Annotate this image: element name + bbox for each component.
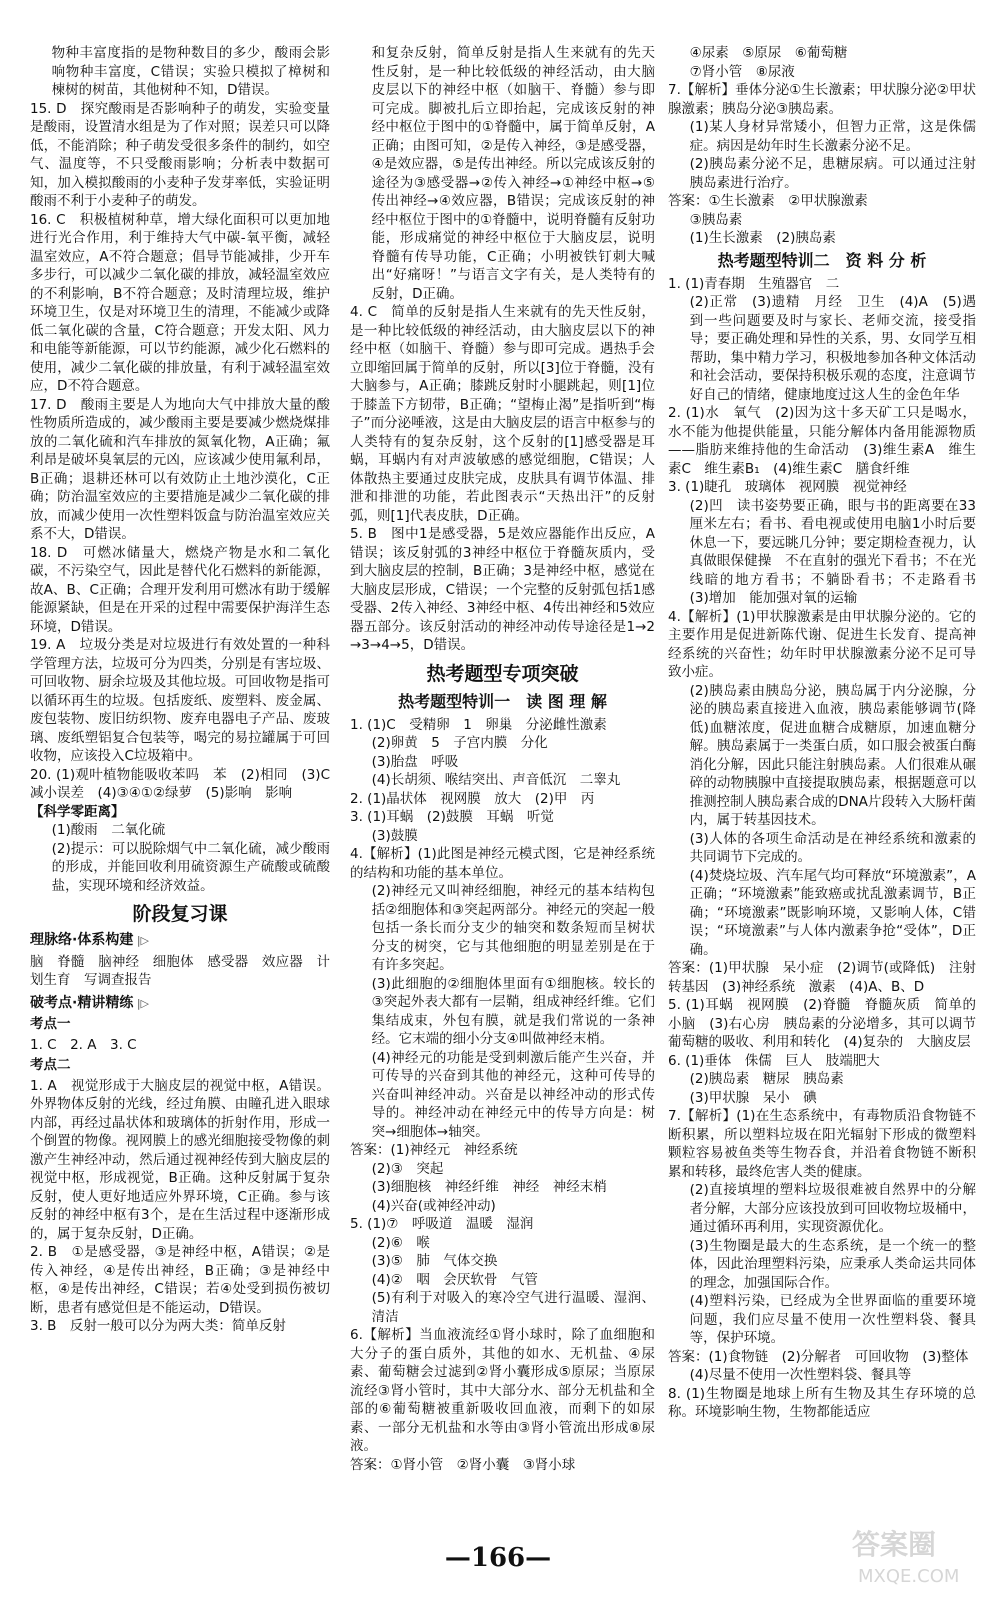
watermark-logo bbox=[848, 1520, 978, 1590]
answer-paragraph: (3)⑤ 肺 气体交换 bbox=[371, 1253, 498, 1269]
answer-paragraph: 19. A 垃圾分类是对垃圾进行有效处置的一种科学管理方法，垃圾可分为四类，分别是有害垃圾、可回收物、厨余垃圾及其他垃圾。可回收物是指可以循环再生的垃圾。包括废纸、废塑料、废金属、废包装物、废旧纺织物、废弃电器电子产品、废玻璃、废纸塑铝复合包装等，喝完的易拉罐属于可回收物，应该投入C垃圾箱中。 bbox=[30, 637, 330, 764]
answer-paragraph: 答案：(1)甲状腺 呆小症 (2)调节(或降低) 注射 转基因 (3)神经系统 激素 (4)A、B、D bbox=[668, 960, 990, 995]
band-key-points-label: 破考点·精讲精练 bbox=[30, 994, 134, 1011]
answer-paragraph: 答案：(1)神经元 神经系统 bbox=[350, 1142, 518, 1158]
answer-paragraph: 1. (1)C 受精卵 1 卵巢 分泌雌性激素 bbox=[350, 716, 607, 733]
answer-paragraph: (4)长胡须、喉结突出、声音低沉 二睾丸 bbox=[371, 772, 621, 788]
answer-paragraph: (1)生长激素 (2)胰岛素 bbox=[689, 230, 836, 246]
answer-paragraph: 15. D 探究酸雨是否影响种子的萌发，实验变量是酸雨，设置清水组是为了作对照；误差只可以降低，不能消除；种子萌发受很多条件的制约，如空气、温度等，不只受酸雨影响；分析表中数据可知，加入模拟酸雨的小麦种子发芽率低，实验证明酸雨不利于小麦种子的萌发。 bbox=[30, 100, 330, 209]
answer-paragraph: 6. (1)垂体 侏儒 巨人 肢端肥大 bbox=[668, 1052, 880, 1069]
column-left bbox=[30, 44, 344, 1336]
answer-paragraph: (3)人体的各项生命活动是在神经系统和激素的共同调节下完成的。 bbox=[689, 830, 976, 865]
answer-paragraph: (2)胰岛素由胰岛分泌，胰岛属于内分泌腺，分泌的胰岛素直接进入血液，胰岛素能够调节(降低)血糖浓度，促进血糖合成糖原，加速血糖分解。胰岛素属于一类蛋白质，如口服会被蛋白酶消化分解，因此只能注射胰岛素。人们很难从碾碎的动物胰腺中直接提取胰岛素，根据题意可以推测控制人胰岛素合成的DNA片段转入大肠杆菌内，属于转基因技术。 bbox=[689, 682, 976, 828]
answer-paragraph: (3)鼓膜 bbox=[371, 827, 418, 844]
column-middle bbox=[350, 44, 655, 1474]
answer-paragraph: 7.【解析】垂体分泌①生长激素；甲状腺分泌②甲状腺激素；胰岛分泌③胰岛素。 bbox=[668, 82, 976, 117]
band-key-points bbox=[30, 994, 330, 1014]
answer-paragraph: 5. (1)⑦ 呼吸道 温暖 湿润 bbox=[350, 1216, 534, 1232]
answer-paragraph: 和复杂反射，简单反射是指人生来就有的先天性反射，是一种比较低级的神经活动，由大脑皮层以下的神经中枢（如脑干、脊髓）参与即可完成。脚被扎后立即抬起，完成该反射的神经中枢位于图中的①脊髓中，属于简单反射，A正确；由图可知，②是传入神经，③是感受器，④是效应器，⑤是传出神经。所以完成该反射的途径为③感受器→②传入神经→①神经中枢→⑤传出神经→④效应器，B错误；完成该反射的神经中枢位于图中的①脊髓中，说明脊髓有反射功能，形成痛觉的神经中枢位于大脑皮层，说明脊髓有传导功能，C正确；小明被铁钉刺大喊出“好痛呀！”与语言文字有关，是人类特有的反射，D正确。 bbox=[371, 45, 655, 302]
answer-paragraph: 4.【解析】(1)甲状腺激素是由甲状腺分泌的。它的主要作用是促进新陈代谢、促进生长发育、提高神经系统的兴奋性；幼年时甲状腺激素分泌不足可导致小症。 bbox=[668, 608, 976, 680]
answer-paragraph: 答案：①生长激素 ②甲状腺激素 bbox=[668, 193, 868, 209]
section-subtitle-data-analysis: 热考题型特训二 资 料 分 析 bbox=[717, 250, 927, 270]
answer-paragraph: (3)甲状腺 呆小 碘 bbox=[689, 1089, 817, 1106]
answer-paragraph: (4)尽量不使用一次性塑料袋、餐具等 bbox=[689, 1367, 912, 1383]
answer-paragraph: (2)正常 (3)遗精 月经 卫生 (4)A (5)遇到一些问题要及时与家长、老师交流，接受指导；要正确处理和异性的关系，男、女同学互相帮助，集中精力学习，积极地参加各种文体活动和社会活动，要保持积极乐观的态度，注意调节好自己的情绪，健康地度过这人生的金色年华 bbox=[689, 294, 976, 403]
key-point-2: 考点二 bbox=[30, 1057, 71, 1073]
svg-text:MXQE.COM: MXQE.COM bbox=[858, 1566, 960, 1587]
answer-paragraph: 3. (1)耳蜗 (2)鼓膜 耳蜗 听觉 bbox=[350, 809, 554, 825]
band-structure bbox=[30, 931, 330, 951]
answer-paragraph: (2)神经元又叫神经细胞，神经元的基本结构包括②细胞体和③突起两部分。神经元的突起一般包括一条长而分支少的轴突和数条短而呈树状分支的树突，它与其他细胞的明显差别是在于有许多突起。 bbox=[371, 883, 655, 973]
answer-block bbox=[350, 44, 655, 655]
answer-paragraph: 5. (1)耳蜗 视网膜 (2)脊髓 脊髓灰质 简单的 小脑 (3)右心房 胰岛素的分泌增多，其可以调节葡萄糖的吸收、利用和转化 (4)复杂的 大脑皮层 bbox=[668, 997, 990, 1050]
key-point-1: 考点一 bbox=[30, 1016, 71, 1032]
answer-block bbox=[30, 1077, 330, 1336]
answer-paragraph: (2)⑥ 喉 bbox=[371, 1234, 430, 1251]
structure-answers: 脑 脊髓 脑神经 细胞体 感受器 效应器 计划生育 写调查报告 bbox=[30, 953, 330, 988]
answer-paragraph: (2)胰岛素分泌不足，患糖尿病。可以通过注射胰岛素进行治疗。 bbox=[689, 156, 976, 191]
answer-block bbox=[668, 44, 976, 248]
answer-paragraph: 4. C 简单的反射是指人生来就有的先天性反射，是一种比较低级的神经活动，由大脑皮层以下的神经中枢（如脑干、脊髓）参与即可完成。遇热手会立即缩回属于简单的反射，所以[3]位于脊髓，没有大脑参与，A正确；膝跳反射时小腿跳起，则[1]位于膝盖下方韧带，B正确；“望梅止渴”是指听到“梅子”而分泌唾液，这是由大脑皮层的语言中枢参与的人类特有的复杂反射，这个反射的[1]感受器是耳蜗，耳蜗内有对声波敏感的感觉细胞，C错误；人体散热主要通过皮肤完成，皮肤具有调节体温、排泄和排泄的功能，若此图表示“天热出汗”的反射弧，则[1]代表皮肤，D正确。 bbox=[350, 304, 655, 524]
answer-paragraph: ⑦肾小管 ⑧尿液 bbox=[689, 63, 795, 80]
answer-paragraph: 16. C 积极植树种草，增大绿化面积可以更加地进行光合作用，利于维持大气中碳-氧平衡，减轻温室效应，A不符合题意；倡导节能减排，少开车多步行，可以减少二氧化碳的排放，减轻温室效应的不利影响，B不符合题意；及时清理垃圾，维护环境卫生，仅是对环境卫生的清理，不能减少或降低二氧化碳的含量，C符合题意；开发太阳、风力和电能等新能源，可以节约能源，减少化石燃料的使用，减少二氧化碳的排放量，有利于减轻温室效应，D不符合题意。 bbox=[30, 211, 330, 394]
answer-paragraph: 物种丰富度指的是物种数目的多少，酸雨会影响物种丰富度，C错误；实验只模拟了樟树和楝树的树苗，其他树种不知，D错误。 bbox=[51, 45, 330, 98]
answer-paragraph: (3)胎盘 呼吸 bbox=[371, 753, 459, 770]
key-point-1-answers: 1. C 2. A 3. C bbox=[30, 1036, 137, 1053]
answer-paragraph: (4)神经元的功能是受到刺激后能产生兴奋，并可传导的兴奋到其他的神经元，这种可传导的兴奋叫神经冲动。兴奋是以神经冲动的形式传导的。神经冲动在神经元中的传导方向是：树突→细胞体→轴突。 bbox=[371, 1049, 655, 1140]
answer-paragraph: (2)提示：可以脱除烟气中二氧化硫，减少酸雨的形成，并能回收利用硫资源生产硫酸或硫酸盐，实现环境和经济效益。 bbox=[51, 840, 330, 894]
answer-paragraph: (3)此细胞的②细胞体里面有①细胞核。较长的③突起外表大都有一层鞘，组成神经纤维。它们集结成束，外包有膜，就是我们常说的一条神经。它末端的细小分支④叫做神经末梢。 bbox=[371, 975, 655, 1047]
answer-paragraph: (4)兴奋(或神经冲动) bbox=[371, 1197, 496, 1214]
answer-paragraph: 4.【解析】(1)此图是神经元模式图，它是神经系统的结构和功能的基本单位。 bbox=[350, 846, 655, 881]
answer-paragraph: ④尿素 ⑤原尿 ⑥葡萄糖 bbox=[689, 45, 848, 61]
answer-paragraph: 【科学零距离】 bbox=[30, 803, 125, 820]
answer-paragraph: 答案：①肾小管 ②肾小囊 ③肾小球 bbox=[350, 1456, 576, 1473]
band-structure-label: 理脉络·体系构建 bbox=[30, 932, 134, 948]
answer-paragraph: (4)② 咽 会厌软骨 气管 bbox=[371, 1271, 538, 1288]
answer-block bbox=[668, 275, 990, 1422]
answer-paragraph: (3)细胞核 神经纤维 神经 神经末梢 bbox=[371, 1179, 607, 1195]
answer-paragraph: (4)焚烧垃圾、汽车尾气均可释放“环境激素”，A正确；“环境激素”能致癌或扰乱激素调节，B正确；“环境激素”既影响环境，又影响人体，C错误；“环境激素”与人体内激素争抢“受体”，D正确。 bbox=[689, 867, 976, 958]
svg-text:答案圈: 答案圈 bbox=[852, 1528, 937, 1561]
answer-paragraph: 3. B 反射一般可以分为两大类：简单反射 bbox=[30, 1318, 286, 1334]
answer-paragraph: 答案：(1)食物链 (2)分解者 可回收物 (3)整体 bbox=[668, 1348, 969, 1365]
answer-paragraph: 1. A 视觉形成于大脑皮层的视觉中枢，A错误。外界物体反射的光线，经过角膜、由瞳孔进入眼球内部，再经过晶状体和玻璃体的折射作用，形成一个倒置的物像。视网膜上的感光细胞接受物像的刺激产生神经冲动，然后通过视神经传到大脑皮层的视觉中枢，形成视觉，B正确。这种反射属于复杂反射，使人更好地适应外界环境，C正确。参与该反射的神经中枢有3个，是在生活过程中逐渐形成的，属于复杂反射，D正确。 bbox=[30, 1077, 330, 1242]
answer-paragraph: (2)凹 读书姿势要正确，眼与书的距离要在33厘米左右；看书、看电视或使用电脑1小时后要休息一下，要远眺几分钟；要定期检查视力，认真做眼保健操 不在直射的强光下看书；不在光线暗的地方看书；不躺卧看书；不走路看书 (3)增加 能加强对氧的运输 bbox=[689, 497, 990, 606]
answer-paragraph: 18. D 可燃冰储量大，燃烧产物是水和二氧化碳，不污染空气，因此是替代化石燃料的新能源，故A、B、C正确；合理开发利用可燃冰有助于缓解能源紧缺，但是在开采的过程中需要保护海洋生态环境，D错误。 bbox=[30, 544, 330, 635]
answer-block bbox=[30, 44, 344, 895]
answer-paragraph: 6.【解析】当血液流经①肾小球时，除了血细胞和大分子的蛋白质外，其他的如水、无机盐、④尿素、葡萄糖会过滤到②肾小囊形成⑤原尿；当原尿流经③肾小管时，其中大部分水、部分无机盐和全部的⑥葡萄糖被重新吸收回血液，而剩下的如尿素、一部分无机盐和水等由③肾小管流出形成⑧尿液。 bbox=[350, 1327, 655, 1454]
section-subtitle-read-diagram: 热考题型特训一 读 图 理 解 bbox=[398, 691, 607, 711]
answer-paragraph: (2)③ 突起 bbox=[371, 1160, 444, 1177]
answer-paragraph: 20. (1)观叶植物能吸收苯吗 苯 (2)相同 (3)C 减小误差 (4)③④①②绿萝 (5)影响 影响 bbox=[30, 766, 344, 801]
answer-paragraph: (4)塑料污染，已经成为全世界面临的重要环境问题，我们应尽量不使用一次性塑料袋、餐具等，保护环境。 bbox=[689, 1293, 976, 1346]
answer-paragraph: 5. B 图中1是感受器，5是效应器能作出反应，A错误；该反射弧的3神经中枢位于脊髓灰质内，受到大脑皮层的控制，B正确；3是神经中枢，感觉在大脑皮层形成，C错误；一个完整的反射弧包括1感受器、2传入神经、3神经中枢、4传出神经和5效应器五部分。该反射活动的神经冲动传导途径是1→2→3→4→5，D错误。 bbox=[350, 526, 655, 653]
answer-paragraph: 8. (1)生物圈是地球上所有生物及其生存环境的总称。环境影响生物，生物都能适应 bbox=[668, 1385, 976, 1420]
answer-paragraph: (3)生物圈是最大的生态系统，是一个统一的整体，因此治理塑料污染，应秉承人类命运共同体的理念，加强国际合作。 bbox=[689, 1237, 976, 1291]
answer-paragraph: 17. D 酸雨主要是人为地向大气中排放大量的酸性物质所造成的，减少酸雨主要是要减少燃烧煤排放的二氧化硫和汽车排放的氮氧化物，A正确；氟利昂是破坏臭氧层的元凶，应该减少使用氟利昂，B正确；退耕还林可以有效防止土地沙漠化，C正确；防治温室效应的主要措施是减少二氧化碳的排放，而减少使用一次性塑料饭盒与防治温室效应关系不大，D错误。 bbox=[30, 396, 330, 542]
band-arrow-icon: |▷ bbox=[133, 934, 149, 947]
answer-paragraph: 7.【解析】(1)在生态系统中，有毒物质沿食物链不断积累，所以塑料垃圾在阳光辐射下形成的微塑料颗粒容易被鱼类等生物吞食，并沿着食物链不断积累和转移，最终危害人类的健康。 bbox=[668, 1108, 976, 1180]
answer-paragraph: 1. (1)青春期 生殖器官 二 bbox=[668, 275, 840, 292]
answer-paragraph: 2. (1)水 氧气 (2)因为这十多天矿工只是喝水，水不能为他提供能量，只能分解体内备用能源物质——脂肪来维持他的生命活动 (3)维生素A 维生素C 维生素B₁ (4)维生素C 膳食纤维 bbox=[668, 405, 976, 477]
answer-paragraph: ③胰岛素 bbox=[689, 211, 743, 228]
column-right bbox=[668, 44, 990, 1422]
section-title-review: 阶段复习课 bbox=[132, 903, 228, 925]
answer-paragraph: (5)有利于对吸入的寒冷空气进行温暖、湿润、清洁 bbox=[371, 1290, 655, 1325]
page-number: —166— bbox=[444, 1543, 552, 1573]
answer-paragraph: 3. (1)睫孔 玻璃体 视网膜 视觉神经 bbox=[668, 479, 907, 495]
answer-paragraph: (1)酸雨 二氧化硫 bbox=[51, 822, 166, 838]
answer-paragraph: (2)直接填埋的塑料垃圾很难被自然界中的分解者分解，大部分应该投放到可回收物垃圾桶中，通过循环再利用，实现资源优化。 bbox=[689, 1182, 976, 1235]
answer-paragraph: 2. B ①是感受器，③是神经中枢，A错误；②是传入神经，④是传出神经，B正确；③是神经中枢，④是传出神经，C错误；若④处受到损伤被切断，患者有感觉但是不能运动，D错误。 bbox=[30, 1244, 330, 1316]
section-title-hot-topics: 热考题型专项突破 bbox=[426, 662, 579, 685]
answer-paragraph: (1)某人身材异常矮小，但智力正常，这是侏儒症。病因是幼年时生长激素分泌不足。 bbox=[689, 119, 976, 154]
answer-paragraph: (2)胰岛素 糖尿 胰岛素 bbox=[689, 1071, 844, 1087]
answer-block bbox=[350, 716, 655, 1475]
answer-paragraph: 2. (1)晶状体 视网膜 放大 (2)甲 丙 bbox=[350, 790, 595, 807]
band-arrow-icon: |▷ bbox=[133, 996, 149, 1010]
answer-paragraph: (2)卵黄 5 子宫内膜 分化 bbox=[371, 735, 548, 751]
